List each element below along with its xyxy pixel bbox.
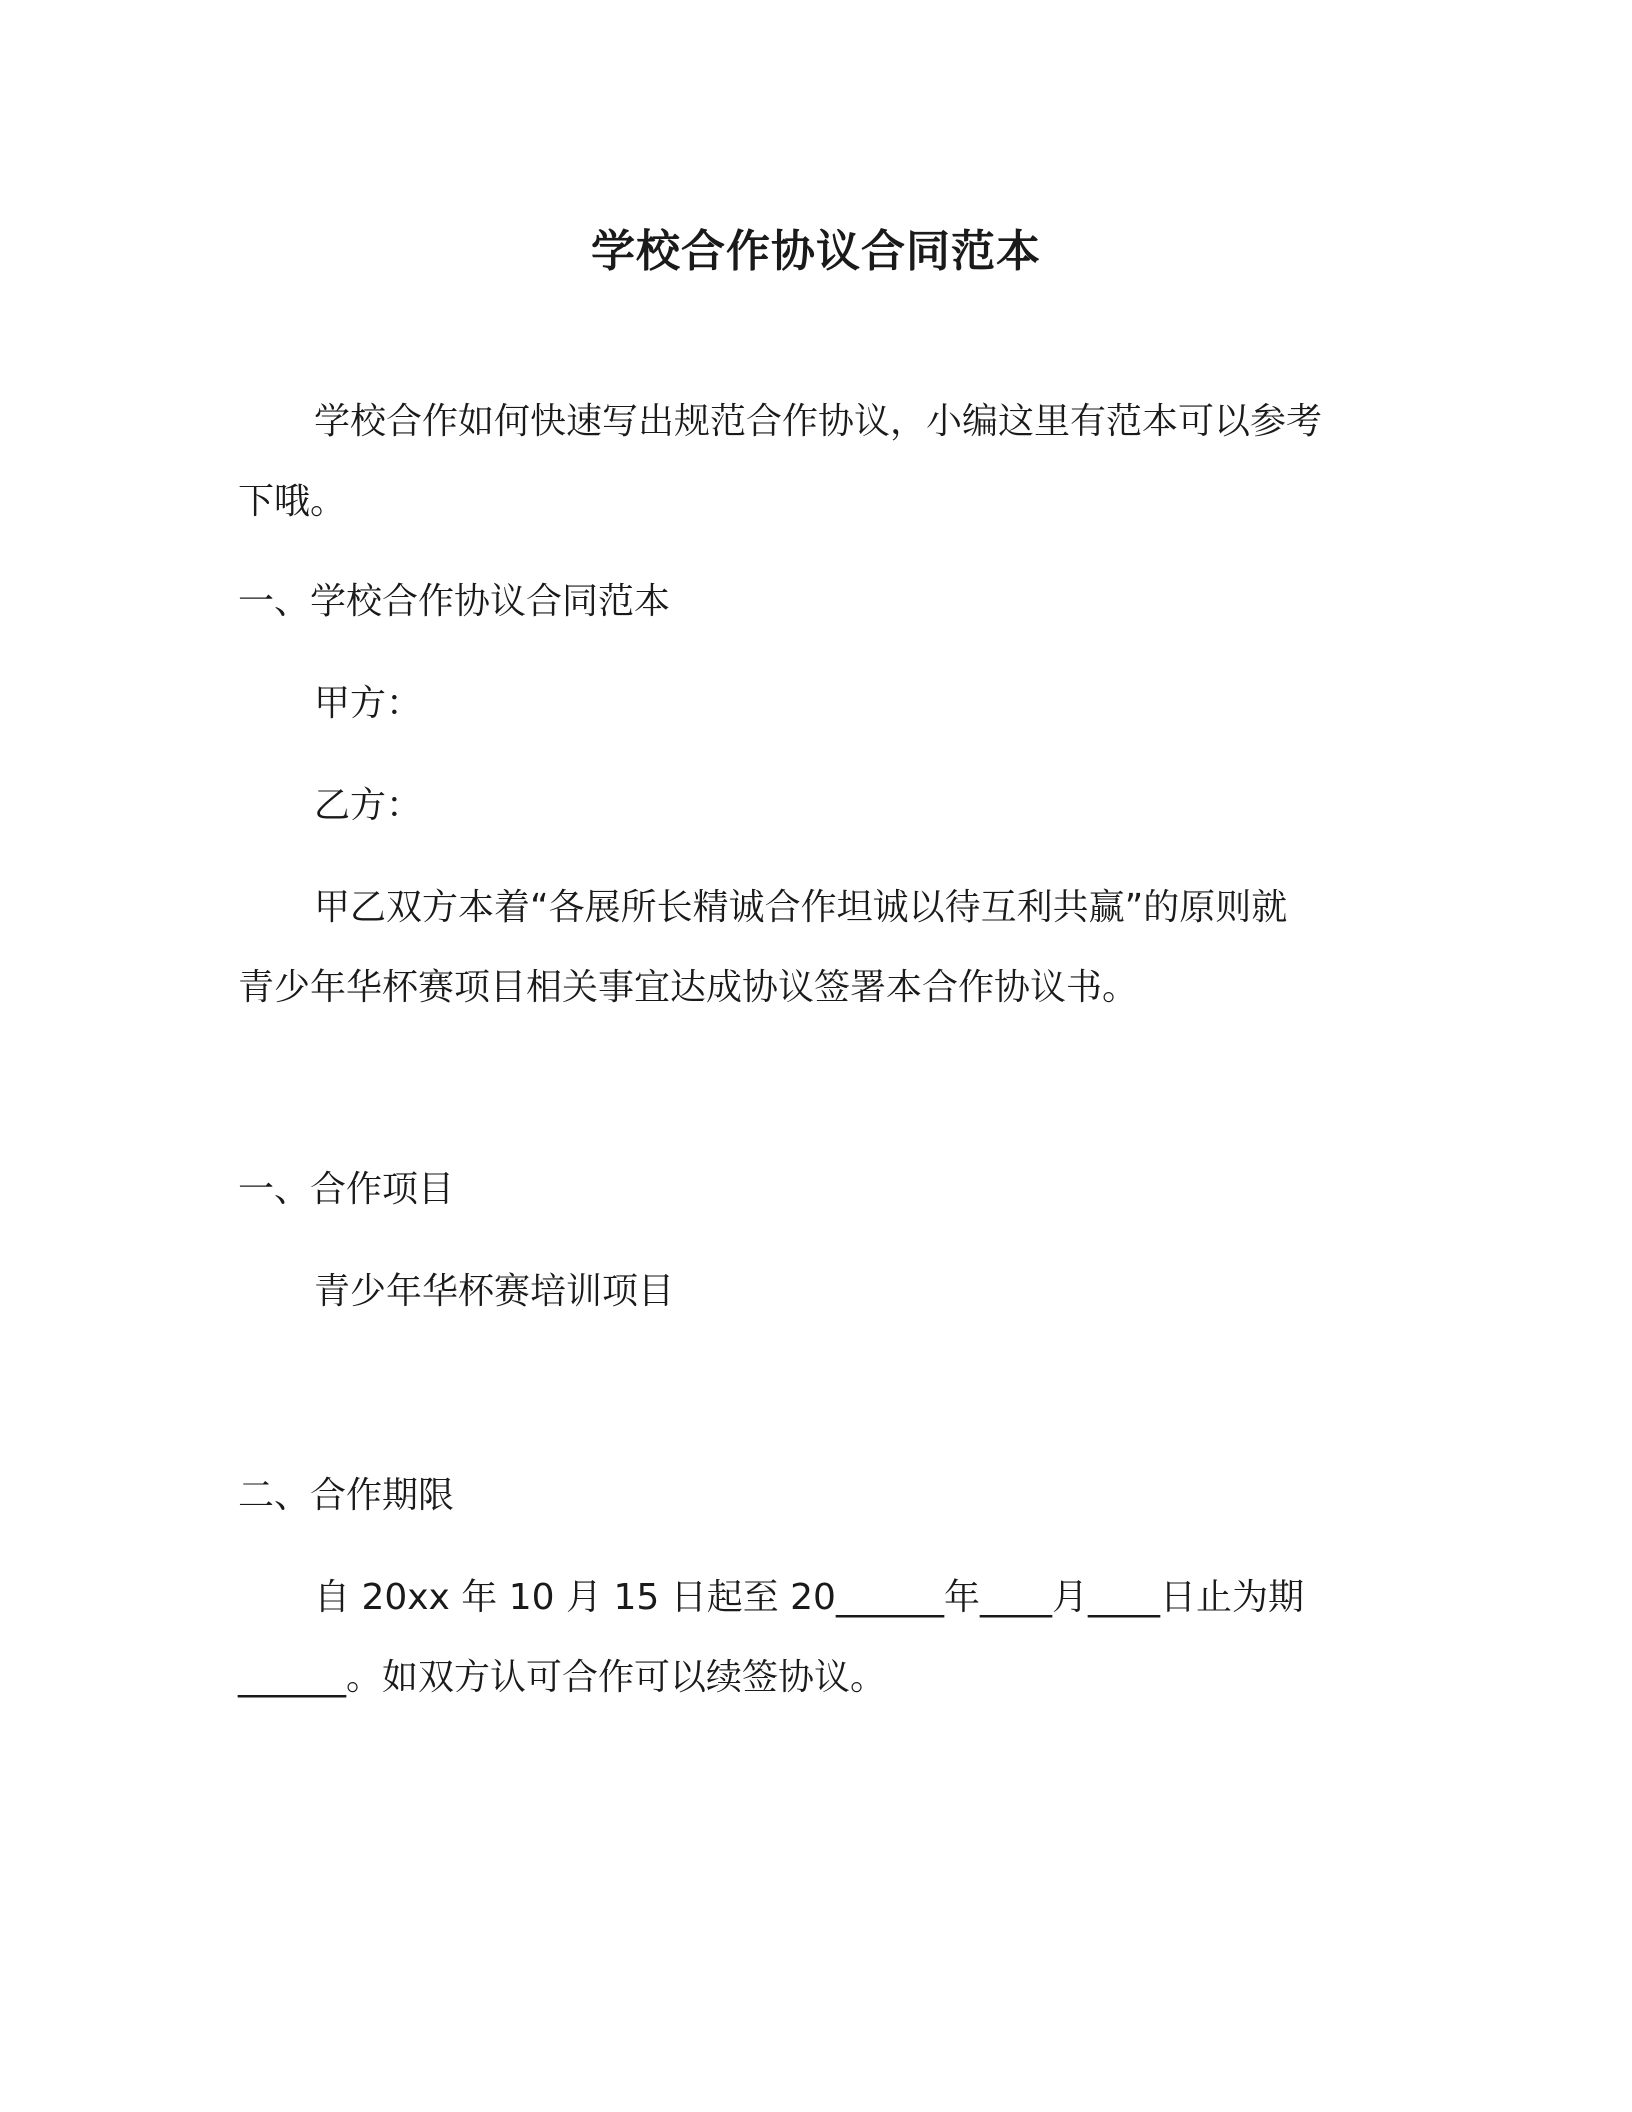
clause2-line-2: ______。如双方认可合作可以续签协议。 — [238, 1657, 887, 1698]
clause2-line-1: 自 20xx 年 10 月 15 日起至 20______年____月____日止为期 — [314, 1577, 1304, 1618]
preamble-line-2: 青少年华杯赛项目相关事宜达成协议签署本合作协议书。 — [238, 967, 1139, 1008]
intro-paragraph — [238, 382, 1358, 542]
party-b-label: 乙方： — [314, 785, 423, 826]
intro-line-2: 下哦。 — [238, 481, 347, 522]
preamble-paragraph — [238, 868, 1358, 1028]
clause1-content: 青少年华杯赛培训项目 — [314, 1271, 675, 1312]
clause1-heading: 一、合作项目 — [238, 1169, 455, 1210]
clause2-paragraph — [238, 1558, 1358, 1718]
preamble-line-1: 甲乙双方本着“各展所长精诚合作坦诚以待互利共赢”的原则就 — [314, 887, 1288, 928]
section-heading: 一、学校合作协议合同范本 — [238, 581, 671, 622]
clause2-heading: 二、合作期限 — [238, 1475, 455, 1516]
party-a-label: 甲方： — [314, 683, 423, 724]
intro-line-1: 学校合作如何快速写出规范合作协议，小编这里有范本可以参考 — [314, 401, 1323, 442]
document-title: 学校合作协议合同范本 — [591, 226, 1041, 277]
